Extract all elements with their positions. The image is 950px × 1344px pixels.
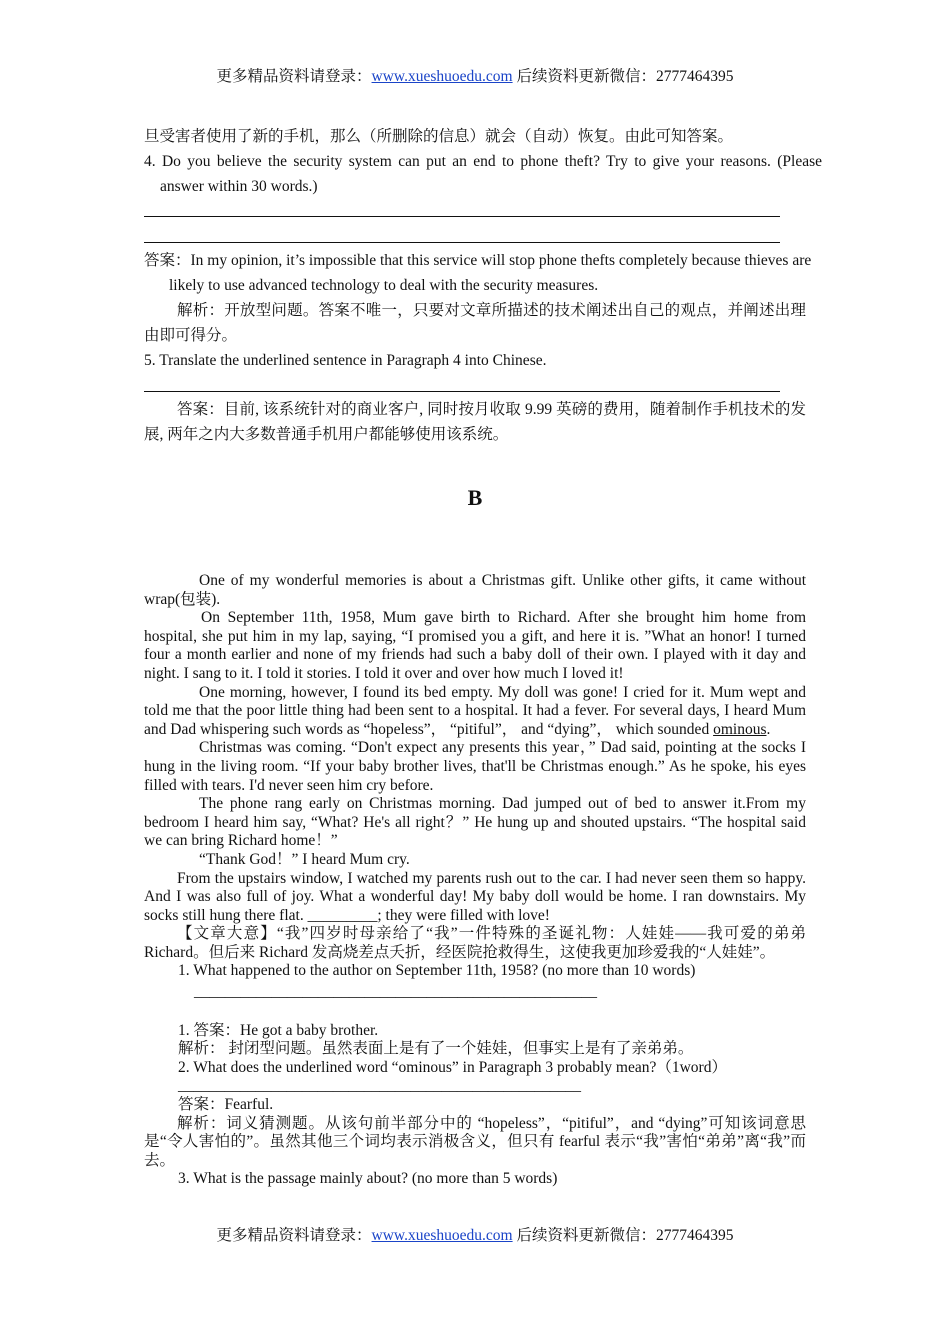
answer-4-text: In my opinion, it’s impossible that this service will stop phone thefts completely because thieves are likely to use advanced technology to deal with the security measures. — [169, 252, 812, 294]
question-4: 4. Do you believe the security system can put an end to phone theft? Try to give your reasons. (Please answer within 30 words.) — [144, 153, 822, 195]
underlined-word-ominous: ominous — [713, 720, 767, 738]
question-b1: 1. What happened to the author on September 11th, 1958? (no more than 10 words) — [178, 962, 696, 980]
answer-line-b2: ____________________________________________________ — [178, 1077, 581, 1095]
answer-line-4a — [144, 216, 780, 217]
fill-in-blank: _________ — [307, 906, 378, 924]
answer-b1: 1. 答案：He got a baby brother. — [178, 1021, 379, 1039]
page-footer — [0, 1226, 950, 1246]
section-b-title: B — [467, 485, 483, 510]
passage-paragraph-2: On September 11th, 1958, Mum gave birth to Richard. After she brought him home from hospital, she put him in my lap, saying, “I promised you a gift, and here it is. ”What an honor! I turned four a month earlier and none of my friends had such a baby doll of their own. I played with it day and night. I sang to it. I told it stories. I told it over and over how much I loved it! — [144, 609, 806, 682]
passage-paragraph-7 — [144, 870, 806, 926]
answer-line-5 — [144, 391, 780, 392]
question-5: 5. Translate the underlined sentence in Paragraph 4 into Chinese. — [144, 352, 547, 369]
footer-link[interactable]: www.xueshuoedu.com — [371, 1227, 513, 1244]
passage-paragraph-6: “Thank God！” I heard Mum cry. — [199, 850, 410, 868]
question-b3: 3. What is the passage mainly about? (no more than 5 words) — [178, 1170, 558, 1188]
paragraph-3-text: One morning, however, I found its bed empty. My doll was gone! I cried for it. Mum wept and told me that the poor little thing had been sent to a hospital. It had a fever. For several days, I heard Mum and Dad whispering such words as “hopeless”， “pitiful”， and “dying”， which sounded — [144, 683, 806, 738]
passage-paragraph-1: One of my wonderful memories is about a Christmas gift. Unlike other gifts, it came without wrap(包装). — [144, 572, 806, 608]
header-prefix: 更多精品资料请登录： — [216, 68, 372, 85]
answer-4-label: 答案： — [144, 252, 191, 269]
paragraph-7-text: From the upstairs window, I watched my parents rush out to the car. I had never seen them so happy. And I was also full of joy. What a wonderful day! My baby doll would be home. I ran downstairs. My socks still hung there flat. — [144, 869, 806, 924]
answer-line-b1: ____________________________________________________ — [194, 983, 597, 1001]
paragraph-3-end: . — [766, 720, 771, 738]
page-header — [0, 67, 950, 87]
section-b-body — [144, 572, 806, 1189]
answer-line-4b — [144, 242, 780, 243]
paragraph-7-end: ; they were filled with love! — [377, 906, 550, 924]
footer-prefix: 更多精品资料请登录： — [216, 1227, 372, 1244]
answer-5: 答案：目前, 该系统针对的商业客户, 同时按月收取 9.99 英磅的费用，随着制作手机技术的发展, 两年之内大多数普通手机用户都能够使用该系统。 — [144, 401, 806, 443]
explanation-4: 解析：开放型问题。答案不唯一，只要对文章所描述的技术阐述出自己的观点，并阐述出理由即可得分。 — [144, 302, 806, 344]
passage-paragraph-4: Christmas was coming. “Don't expect any presents this year，” Dad said, pointing at the socks I hung in the living room. “If your baby brother lives, that'll be Christmas enough.” As he spoke, his eyes filled with tears. I'd never seen him cry before. — [144, 739, 806, 794]
answer-carryover: 旦受害者使用了新的手机，那么（所删除的信息）就会（自动）恢复。由此可知答案。 — [144, 128, 734, 145]
answer-4 — [144, 248, 815, 298]
question-b2: 2. What does the underlined word “ominous” in Paragraph 3 probably mean?（1word） — [178, 1058, 727, 1076]
answer-b2: 答案：Fearful. — [178, 1096, 274, 1114]
passage-paragraph-3 — [144, 684, 806, 740]
spacer — [144, 1002, 806, 1022]
footer-suffix: 后续资料更新微信：2777464395 — [512, 1227, 734, 1244]
passage-summary: 【文章大意】“我”四岁时母亲给了“我”一件特殊的圣诞礼物：人娃娃——我可爱的弟弟 Richard。但后来 Richard 发高烧差点夭折，经医院抢救得生，这使我更加珍爱我的“人娃娃”。 — [144, 925, 806, 961]
header-suffix: 后续资料更新微信：2777464395 — [512, 68, 734, 85]
header-link[interactable]: www.xueshuoedu.com — [371, 68, 513, 85]
passage-paragraph-5: The phone rang early on Christmas morning. Dad jumped out of bed to answer it.From my bedroom I heard him say, “What? He's all right？” He hung up and shouted upstairs. “The hospital said we can bring Richard home！” — [144, 795, 806, 850]
explanation-b1: 解析： 封闭型问题。虽然表面上是有了一个娃娃，但事实上是有了亲弟弟。 — [178, 1040, 694, 1058]
explanation-b2: 解析：词义猜测题。从该句前半部分中的 “hopeless”，“pitiful”，and “dying”可知该词意思是“令人害怕的”。虽然其他三个词均表示消极含义，但只有 fearful 表示“我”害怕“弟弟”离“我”而去。 — [144, 1114, 806, 1169]
